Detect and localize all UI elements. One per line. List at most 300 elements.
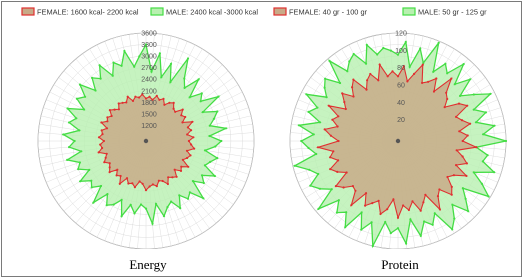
data-point [112,62,114,64]
data-point [473,93,475,95]
data-point [338,199,340,201]
data-point [66,159,68,161]
data-point [432,224,434,226]
data-point [384,221,386,223]
data-point [158,180,160,182]
data-point [371,202,373,204]
data-point [79,84,81,86]
data-point [350,204,352,206]
data-point [493,171,495,173]
data-point [360,229,362,231]
data-point [98,151,100,153]
data-point [156,185,158,187]
legend-label: FEMALE: 1600 kcal- 2200 kcal [37,7,139,17]
data-point [462,155,464,157]
data-point [162,98,164,100]
data-point [437,195,439,197]
data-point [458,103,460,105]
data-point [346,70,348,72]
data-point [186,157,188,159]
data-point [434,212,436,214]
data-point [397,227,399,229]
data-point [112,75,114,77]
legend-label: MALE: 50 gr - 125 gr [418,7,487,17]
protein-radar-chart [270,4,525,249]
data-point [103,140,105,142]
data-point [148,96,150,98]
data-point [307,147,309,149]
data-point [324,78,326,80]
data-point [305,93,307,95]
data-point [352,185,354,187]
data-point [378,200,380,202]
data-point [392,198,394,200]
data-point [187,198,189,200]
data-point [451,228,453,230]
data-point [170,201,172,203]
data-point [489,93,491,95]
data-point [337,125,339,127]
data-point [409,66,411,68]
data-point [75,117,77,119]
data-point [126,177,128,179]
data-point [213,118,215,120]
data-point [184,116,186,118]
data-point [125,101,127,103]
data-point [187,126,189,128]
data-point [422,64,424,66]
data-point [345,108,347,110]
data-point [167,183,169,185]
data-point [168,102,170,104]
data-point [201,174,203,176]
data-point [174,169,176,171]
data-point [329,168,331,170]
data-point [189,191,191,193]
data-point [92,202,94,204]
data-point [307,111,309,113]
data-point [424,194,426,196]
tick-label: 100 [395,47,407,55]
data-point [116,169,118,171]
data-point [171,176,173,178]
data-point [376,53,378,55]
data-point [453,174,455,176]
data-point [469,78,471,80]
data-point [67,107,69,109]
data-point [461,119,463,121]
data-point [377,79,379,81]
data-point [134,96,136,98]
data-point [216,157,218,159]
data-point [475,121,477,123]
data-point [444,106,446,108]
data-point [463,63,465,65]
data-point [174,111,176,113]
data-point [469,123,471,125]
data-point [462,140,464,142]
data-point [364,205,366,207]
data-point [408,209,410,211]
data-point [105,157,107,159]
data-point [121,215,123,217]
data-point [106,153,108,155]
data-point [182,159,184,161]
data-point [316,107,318,109]
data-point [450,78,452,80]
data-point [109,171,111,173]
data-point [191,121,193,123]
data-point [186,133,188,135]
data-point [390,232,392,234]
protein-caption: Protein [381,257,419,272]
data-point [319,188,321,190]
tick-label: 3300 [141,42,157,50]
data-point [387,75,389,77]
data-point [331,188,333,190]
data-point [319,121,321,123]
data-point [77,168,79,170]
data-point [330,135,332,137]
data-point [114,109,116,111]
data-point [122,102,124,104]
data-point [132,100,134,102]
data-point [178,194,180,196]
data-point [209,161,211,163]
data-point [74,140,76,142]
data-point [151,223,153,225]
data-point [343,186,345,188]
data-point [326,96,328,98]
legend-swatch [151,8,163,15]
data-point [101,133,103,135]
data-point [160,76,162,78]
data-point [324,128,326,130]
data-point [113,204,115,206]
data-point [169,81,171,83]
tick-label: 20 [397,117,405,125]
data-point [467,134,469,136]
data-point [465,198,467,200]
data-point [422,201,424,203]
data-point [180,170,182,172]
data-point [68,121,70,123]
data-point [467,210,469,212]
data-point [427,81,429,83]
data-point [458,130,460,132]
data-point [190,143,192,145]
data-point [456,149,458,151]
data-point [317,146,319,148]
data-point [204,164,206,166]
data-point [482,133,484,135]
data-point [149,185,151,187]
data-point [101,129,103,131]
data-point [405,242,407,244]
data-point [99,144,101,146]
tick-label: 2700 [141,65,157,73]
data-point [406,80,408,82]
data-point [402,204,404,206]
data-point [187,166,189,168]
legend-swatch [22,8,34,15]
data-point [411,200,413,202]
data-point [83,108,85,110]
data-point [111,115,113,117]
data-point [339,82,341,84]
data-point [123,50,125,52]
tick-label: 40 [397,99,405,107]
data-point [214,145,216,147]
tick-label: 120 [395,30,407,38]
data-point [220,140,222,142]
data-point [493,125,495,127]
data-point [485,111,487,113]
data-point [162,180,164,182]
data-point [214,175,216,177]
data-point [152,183,154,185]
data-point [413,73,415,75]
data-point [337,140,339,142]
data-point [366,44,368,46]
data-point [462,187,464,189]
data-point [155,203,157,205]
legend-label: FEMALE: 40 gr - 100 gr [289,7,368,17]
data-point [84,96,86,98]
data-point [216,110,218,112]
data-point [62,133,64,135]
data-point [109,109,111,111]
data-point [438,188,440,190]
data-point [109,162,111,164]
data-point [186,150,188,152]
data-point [379,213,381,215]
data-point [106,127,108,129]
data-point [159,52,161,54]
data-point [337,159,339,161]
data-point [482,160,484,162]
data-point [382,47,384,49]
legend-item-female [274,8,368,17]
data-point [343,101,345,103]
data-point [145,189,147,191]
data-point [315,153,317,155]
data-point [183,77,185,79]
data-point [203,182,205,184]
legend-swatch [274,8,286,15]
tick-label: 80 [397,65,405,73]
data-point [432,71,434,73]
data-point [176,176,178,178]
data-point [139,180,141,182]
data-point [324,87,326,89]
data-point [475,146,477,148]
data-point [455,116,457,118]
data-point [473,109,475,111]
data-point [390,50,392,52]
data-point [451,204,453,206]
data-point [188,140,190,142]
data-point [170,63,172,65]
data-point [119,183,121,185]
data-point [361,211,363,213]
data-point [120,175,122,177]
data-point [466,162,468,164]
center-hub [144,139,148,143]
data-point [346,171,348,173]
data-point [193,148,195,150]
data-point [118,108,120,110]
data-point [76,98,78,100]
data-point [118,102,120,104]
data-point [202,111,204,113]
data-point [182,109,184,111]
data-point [328,60,330,62]
data-point [466,105,468,107]
data-point [372,245,374,247]
data-point [423,220,425,222]
data-point [317,208,319,210]
data-point [487,154,489,156]
data-point [88,169,90,171]
tick-label: 60 [397,82,405,90]
data-point [184,87,186,89]
data-point [352,95,354,97]
data-point [445,92,447,94]
center-hub [396,139,400,143]
data-point [121,199,123,201]
tick-label: 3600 [141,30,157,38]
data-point [341,92,343,94]
legend [274,8,487,17]
data-point [391,70,393,72]
data-point [344,226,346,228]
data-point [365,192,367,194]
data-point [351,86,353,88]
data-point [208,135,210,137]
data-point [366,79,368,81]
data-point [438,42,440,44]
data-point [419,48,421,50]
data-point [444,63,446,65]
data-point [130,204,132,206]
data-point [91,77,93,79]
data-point [192,136,194,138]
data-point [121,65,123,67]
data-point [167,176,169,178]
legend-item-female [22,8,139,17]
tick-label: 3000 [141,53,157,61]
data-point [204,149,206,151]
data-point [133,66,135,68]
data-point [134,186,136,188]
data-point [142,183,144,185]
data-point [80,150,82,152]
data-point [100,78,102,80]
data-point [336,171,338,173]
data-point [68,146,70,148]
tick-label: 2100 [141,88,157,96]
data-point [173,102,175,104]
data-point [109,166,111,168]
data-point [308,169,310,171]
data-point [435,77,437,79]
tick-label: 1200 [141,122,157,130]
legend-swatch [403,8,415,15]
data-point [106,193,108,195]
data-point [348,60,350,62]
data-point [379,64,381,66]
data-point [198,78,200,80]
legend-item-male [403,8,487,17]
data-point [371,221,373,223]
data-point [166,206,168,208]
data-point [90,180,92,182]
data-point [465,175,467,177]
data-point [79,180,81,182]
data-point [181,121,183,123]
data-point [446,72,448,74]
data-point [397,75,399,77]
tick-label: 1500 [141,111,157,119]
data-point [505,140,507,142]
data-point [420,210,422,212]
data-point [313,133,315,135]
data-point [451,186,453,188]
legend-item-male [151,8,258,17]
data-point [225,127,227,129]
data-point [100,185,102,187]
data-point [91,186,93,188]
data-point [488,195,490,197]
data-point [421,82,423,84]
data-point [352,79,354,81]
data-point [317,173,319,175]
data-point [397,217,399,219]
data-point [337,115,339,117]
data-point [138,96,140,98]
data-point [369,73,371,75]
data-point [336,212,338,214]
data-point [173,108,175,110]
data-point [405,41,407,43]
data-point [180,114,182,116]
data-point [420,235,422,237]
data-point [180,166,182,168]
tick-label: 1800 [141,99,157,107]
data-point [189,154,191,156]
energy-caption: Energy [129,257,167,272]
data-point [140,203,142,205]
data-point [106,204,108,206]
data-point [94,89,96,91]
data-point [331,119,333,121]
data-point [409,218,411,220]
data-point [100,121,102,123]
data-point [354,190,356,192]
data-point [386,208,388,210]
data-point [127,96,129,98]
data-point [78,129,80,131]
data-point [106,116,108,118]
data-point [433,90,435,92]
data-point [455,164,457,166]
data-point [99,64,101,66]
data-point [201,92,203,94]
data-point [217,96,219,98]
data-point [328,105,330,107]
data-point [294,165,296,167]
